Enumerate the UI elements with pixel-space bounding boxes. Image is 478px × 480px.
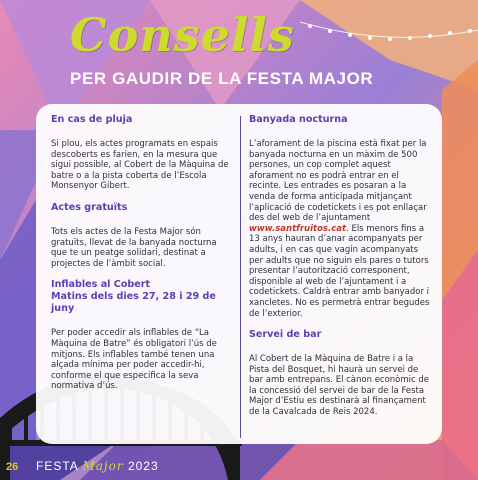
section-text-bar-service: Al Cobert de la Màquina de Batre i a la Pista del Bosquet, hi haurà un servei de bar amb entrepans. El cànon econòmic de la concessió del servei de bar de la Festa Major d’Estiu es destinarà al finançament de la Cavalcada de Reis 2024. [249, 354, 430, 418]
page-subtitle: PER GAUDIR DE LA FESTA MAJOR [70, 69, 374, 88]
night-swim-text-part2: . Els menors fins a 13 anys hauran d’anar acompanyats per adults, i en cas que vagin acompanyats per adults que no siguin els pares o tutors presentar l’autorització corresponent, disponible al web de l’ajuntament i a codetickets. Caldrà entrar amb banyador i xancletes. No es permetrà entrar begudes de l’exterior. [249, 223, 430, 319]
brand-year: 2023 [127, 459, 159, 473]
section-text-free-events: Tots els actes de la Festa Major són gratuïts, llevat de la banyada nocturna que te un peatge solidari, destinat a projectes de l’àmbit social. [51, 226, 217, 269]
section-text-night-swim [249, 139, 433, 319]
section-heading-free-events: Actes gratuïts [51, 201, 128, 213]
brand-major: Major [82, 459, 124, 473]
left-column [51, 114, 231, 402]
section-subheading-inflatables-dates: Matins dels dies 27, 28 i 29 de juny [51, 291, 216, 315]
section-heading-bar-service: Servei de bar [249, 329, 322, 341]
right-column [249, 114, 433, 428]
brand-festa: FESTA [36, 459, 79, 473]
column-divider [240, 116, 241, 438]
section-text-rain: Si plou, els actes programats en espais descoberts es farien, en la mesura que sigui possible, al Cobert de la Màquina de batre o a la pista coberta de l’Escola Monsenyor Gibert. [51, 139, 229, 192]
section-heading-night-swim: Banyada nocturna [249, 114, 348, 125]
website-link[interactable]: www.santfruitos.cat [249, 223, 347, 234]
section-heading-inflatables: Inflables al Cobert [51, 279, 151, 291]
page-number: 26 [6, 461, 19, 473]
page-title: Consells [70, 8, 295, 62]
section-heading-rain: En cas de pluja [51, 114, 133, 125]
night-swim-text-part1: L’aforament de la piscina està fixat per la banyada nocturna en un màxim de 500 persones, un cop complet aquest aforament no es podrà entrar en el recinte. Les entrades es posaran a la venda de forma anticipada mitjançant l’aplicació de codetickets i es pot enllaçar des del web de l’ajuntament [249, 139, 427, 224]
section-text-inflatables: Per poder accedir als inflables de “La Màquina de Batre” és obligatori l’ús de mitjons. Els inflables també tenen una alçada mínima per poder accedir-hi, conforme el que especifica la seva normativa d’ús. [51, 328, 217, 392]
footer-brand [36, 459, 159, 473]
